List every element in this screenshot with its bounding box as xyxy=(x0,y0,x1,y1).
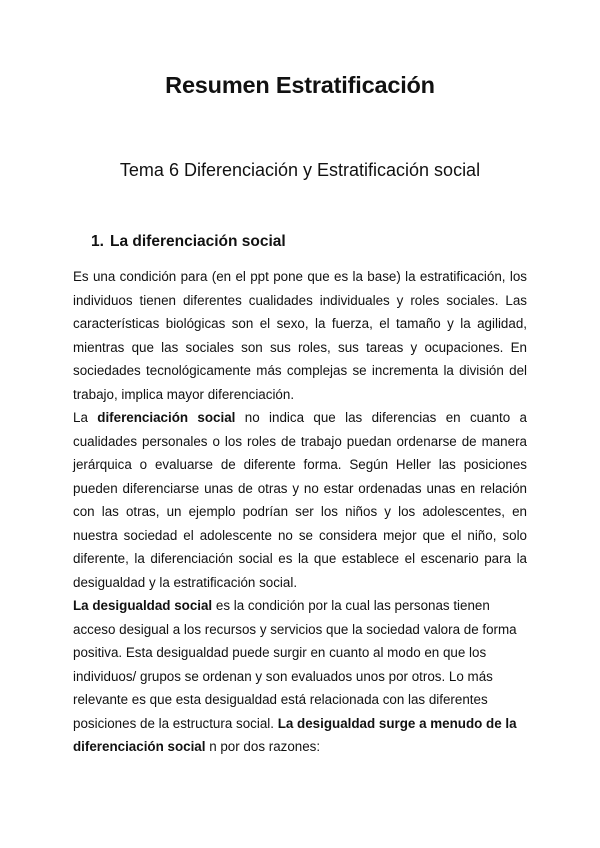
paragraph-2-rest: no indica que las diferencias en cuanto a cualidades personales o los roles de trabajo puedan ordenarse de manera jerárquica o evaluarse de diferente forma. Según Heller las posiciones pueden diferenciarse unas de otras y no estar ordenadas unas en relación con las otras, un ejemplo podrían ser los niños y los adolescentes, en nuestra sociedad el adolescente no se considera mejor que el niño, solo diferente, la diferenciación social es la que establece el escenario para la desigualdad y la estratificación social. xyxy=(73,410,527,590)
document-subtitle: Tema 6 Diferenciación y Estratificación social xyxy=(119,160,481,180)
document-title: Resumen Estratificación xyxy=(165,72,435,98)
paragraph-2 xyxy=(73,406,527,594)
body-text xyxy=(73,265,527,759)
paragraph-3-emphasis: La desigualdad social xyxy=(73,598,213,613)
section-number: 1. xyxy=(91,233,104,250)
section-heading xyxy=(91,233,286,251)
paragraph-1: Es una condición para (en el ppt pone que es la base) la estratificación, los individuos tienen diferentes cualidades individuales y roles sociales. Las características biológicas son el sexo, la fuerza, el tamaño y la agilidad, mientras que las sociales son sus roles, sus tareas y ocupaciones. En sociedades tecnológicamente más complejas se incrementa la división del trabajo, implica mayor diferenciación. xyxy=(73,269,527,402)
paragraph-2-emphasis: diferenciación social xyxy=(97,410,236,425)
paragraph-2-lead: La xyxy=(73,410,98,425)
paragraph-3-end: n por dos razones: xyxy=(205,739,321,754)
paragraph-3-rest: es la condición por la cual las personas tienen acceso desigual a los recursos y servicios que la sociedad valora de forma positiva. Esta desigualdad puede surgir en cuanto al modo en que los individuos/ grupos se ordenan y son evaluados unos por otros. Lo más relevante es que esta desigualdad está relacionada con las diferentes posiciones de la estructura social. xyxy=(73,598,517,731)
section-title: La diferenciación social xyxy=(110,233,286,250)
paragraph-3 xyxy=(73,594,527,759)
paragraph-3-emphasis-2: La desigualdad surge a menudo de la diferenciación social xyxy=(73,715,517,754)
